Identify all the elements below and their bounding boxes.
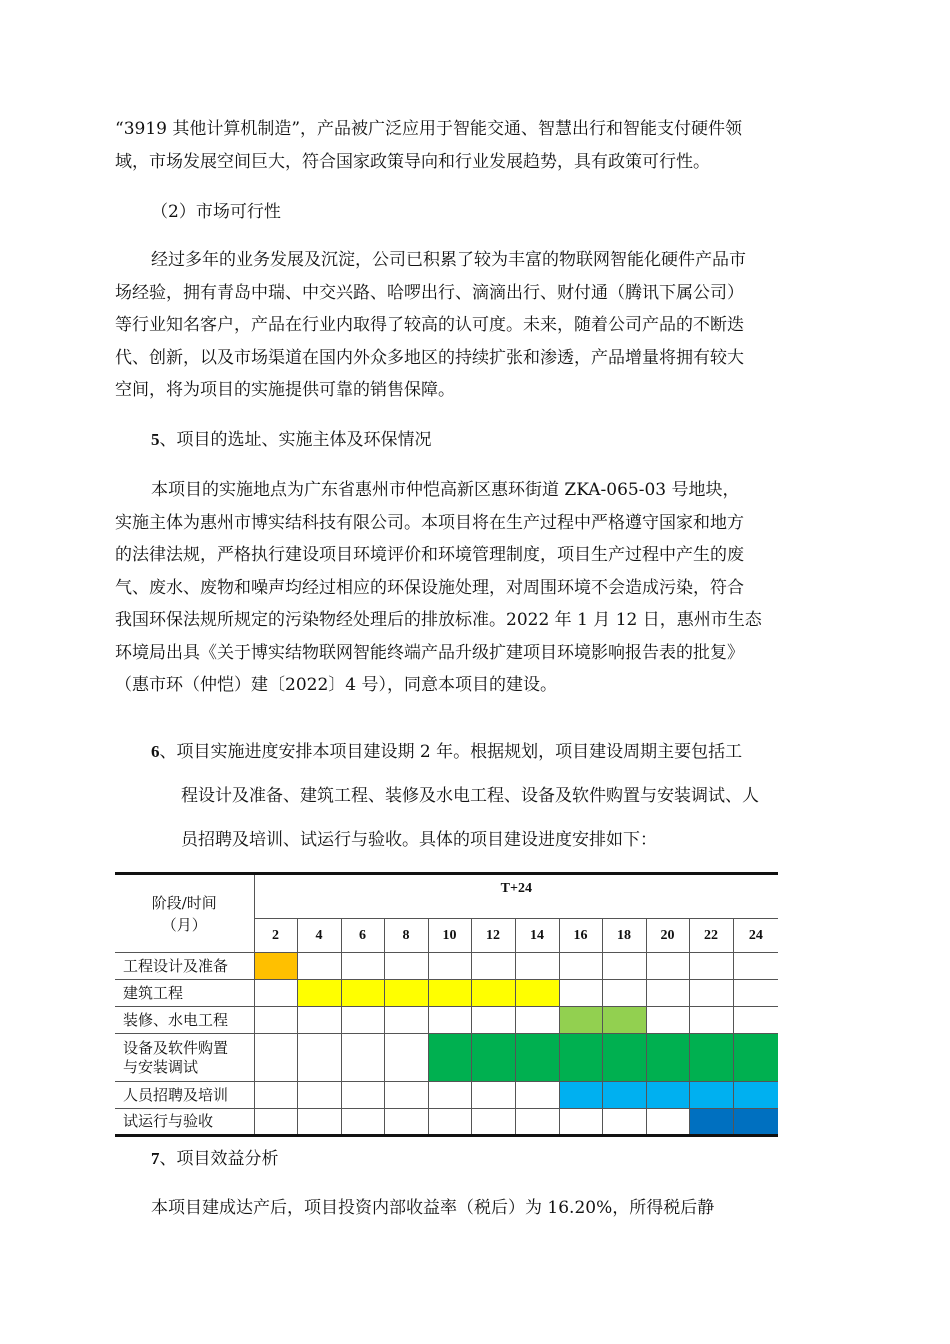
empty-cell bbox=[471, 1007, 515, 1034]
empty-cell bbox=[515, 1007, 559, 1034]
empty-cell bbox=[428, 1082, 471, 1109]
text-line: 经过多年的业务发展及沉淀，公司已积累了较为丰富的物联网智能化硬件产品市 bbox=[151, 250, 746, 270]
text-line: 等行业知名客户，产品在行业内取得了较高的认可度。未来，随着公司产品的不断迭 bbox=[115, 315, 744, 335]
corner-unit: （月） bbox=[161, 915, 207, 934]
schedule-row bbox=[115, 980, 778, 1007]
empty-cell bbox=[384, 1034, 428, 1082]
empty-cell bbox=[428, 1007, 471, 1034]
heading-market-feasibility bbox=[115, 196, 835, 229]
empty-cell bbox=[297, 1007, 341, 1034]
schedule-table bbox=[115, 872, 778, 1137]
text-line: 员招聘及培训、试运行与验收。具体的项目建设进度安排如下： bbox=[181, 830, 657, 850]
empty-cell bbox=[602, 1109, 646, 1136]
paragraph-policy bbox=[115, 113, 835, 178]
empty-cell bbox=[689, 1007, 733, 1034]
heading-text: 、项目的选址、实施主体及环保情况 bbox=[159, 430, 432, 450]
gantt-bar-cell bbox=[733, 1034, 778, 1082]
text-line: 的法律法规，严格执行建设项目环境评价和环境管理制度，项目生产过程中产生的废 bbox=[115, 545, 744, 565]
gantt-bar-cell bbox=[646, 1082, 689, 1109]
empty-cell bbox=[646, 980, 689, 1007]
gantt-bar-cell bbox=[559, 1082, 602, 1109]
month-header: 24 bbox=[733, 919, 778, 953]
corner-label: 阶段/时间 bbox=[151, 893, 217, 912]
empty-cell bbox=[471, 953, 515, 980]
empty-cell bbox=[254, 1082, 297, 1109]
gantt-bar-cell bbox=[471, 980, 515, 1007]
stage-label-text: 与安装调试 bbox=[123, 1057, 199, 1076]
month-header: 6 bbox=[341, 919, 384, 953]
section-number: 5 bbox=[151, 430, 160, 449]
text-line: 域，市场发展空间巨大，符合国家政策导向和行业发展趋势，具有政策可行性。 bbox=[115, 151, 710, 172]
empty-cell bbox=[689, 953, 733, 980]
text-line: 环境局出具《关于博实结物联网智能终端产品升级扩建项目环境影响报告表的批复》 bbox=[115, 642, 744, 663]
table-corner-header bbox=[115, 874, 254, 953]
empty-cell bbox=[733, 1007, 778, 1034]
text-line: 程设计及准备、建筑工程、装修及水电工程、设备及软件购置与安装调试、人 bbox=[181, 786, 759, 806]
empty-cell bbox=[602, 953, 646, 980]
empty-cell bbox=[428, 953, 471, 980]
empty-cell bbox=[384, 1007, 428, 1034]
empty-cell bbox=[341, 1034, 384, 1082]
schedule-row bbox=[115, 953, 778, 980]
empty-cell bbox=[733, 953, 778, 980]
schedule-row bbox=[115, 1109, 778, 1136]
empty-cell bbox=[515, 1082, 559, 1109]
gantt-bar-cell bbox=[733, 1082, 778, 1109]
stage-label-text: 工程设计及准备 bbox=[123, 956, 229, 975]
gantt-bar-cell bbox=[515, 1034, 559, 1082]
text-line: 我国环保法规所规定的污染物经处理后的排放标准。2022 年 1 月 12 日，惠州市生态 bbox=[115, 610, 762, 630]
empty-cell bbox=[254, 980, 297, 1007]
month-header: 18 bbox=[602, 919, 646, 953]
text-line: （惠市环（仲恺）建〔2022〕4 号），同意本项目的建设。 bbox=[115, 675, 557, 695]
paragraph-benefit bbox=[115, 1192, 835, 1225]
empty-cell bbox=[602, 980, 646, 1007]
empty-cell bbox=[515, 953, 559, 980]
gantt-bar-cell bbox=[341, 980, 384, 1007]
gantt-bar-cell bbox=[646, 1034, 689, 1082]
period-title: T+24 bbox=[254, 874, 778, 919]
gantt-bar-cell bbox=[689, 1109, 733, 1136]
empty-cell bbox=[733, 980, 778, 1007]
empty-cell bbox=[471, 1082, 515, 1109]
empty-cell bbox=[341, 1109, 384, 1136]
paragraph-schedule-intro bbox=[115, 730, 840, 862]
stage-label bbox=[115, 980, 254, 1007]
text-line: “3919 其他计算机制造”，产品被广泛应用于智能交通、智慧出行和智能支付硬件领 bbox=[115, 119, 743, 139]
empty-cell bbox=[384, 953, 428, 980]
month-header: 8 bbox=[384, 919, 428, 953]
gantt-bar-cell bbox=[689, 1082, 733, 1109]
gantt-bar-cell bbox=[689, 1034, 733, 1082]
stage-label bbox=[115, 953, 254, 980]
empty-cell bbox=[254, 1109, 297, 1136]
schedule-row bbox=[115, 1082, 778, 1109]
gantt-bar-cell bbox=[733, 1109, 778, 1136]
text-line: 本项目建成达产后，项目投资内部收益率（税后）为 16.20%，所得税后静 bbox=[151, 1198, 715, 1218]
text-line: 本项目的实施地点为广东省惠州市仲恺高新区惠环街道 ZKA-065-03 号地块， bbox=[151, 480, 740, 500]
empty-cell bbox=[646, 953, 689, 980]
heading-text: 、项目效益分析 bbox=[159, 1149, 279, 1169]
stage-label-text: 试运行与验收 bbox=[123, 1112, 214, 1130]
gantt-bar-cell bbox=[428, 1034, 471, 1082]
text-line: 空间，将为项目的实施提供可靠的销售保障。 bbox=[115, 380, 455, 400]
schedule-row bbox=[115, 1034, 778, 1082]
month-header: 12 bbox=[471, 919, 515, 953]
gantt-bar-cell bbox=[297, 980, 341, 1007]
gantt-bar-cell bbox=[254, 953, 297, 980]
month-header: 20 bbox=[646, 919, 689, 953]
empty-cell bbox=[471, 1109, 515, 1136]
gantt-bar-cell bbox=[602, 1034, 646, 1082]
text-line: 气、废水、废物和噪声均经过相应的环保设施处理，对周围环境不会造成污染，符合 bbox=[115, 577, 744, 598]
heading-text: （2）市场可行性 bbox=[151, 202, 281, 222]
heading-section-7 bbox=[115, 1143, 835, 1176]
stage-label-text: 设备及软件购置 bbox=[123, 1038, 229, 1057]
month-header: 22 bbox=[689, 919, 733, 953]
month-header: 14 bbox=[515, 919, 559, 953]
month-header: 4 bbox=[297, 919, 341, 953]
schedule-row bbox=[115, 1007, 778, 1034]
paragraph-market bbox=[115, 244, 835, 407]
gantt-bar-cell bbox=[602, 1007, 646, 1034]
gantt-bar-cell bbox=[559, 1034, 602, 1082]
empty-cell bbox=[297, 953, 341, 980]
empty-cell bbox=[646, 1007, 689, 1034]
text-line: 实施主体为惠州市博实结科技有限公司。本项目将在生产过程中严格遵守国家和地方 bbox=[115, 512, 744, 533]
gantt-bar-cell bbox=[384, 980, 428, 1007]
section-number: 7 bbox=[151, 1149, 160, 1168]
month-header: 10 bbox=[428, 919, 471, 953]
empty-cell bbox=[254, 1007, 297, 1034]
empty-cell bbox=[384, 1109, 428, 1136]
heading-text: 、项目实施进度安排本项目建设期 2 年。根据规划，项目建设周期主要包括工 bbox=[159, 742, 743, 762]
empty-cell bbox=[515, 1109, 559, 1136]
empty-cell bbox=[689, 980, 733, 1007]
empty-cell bbox=[646, 1109, 689, 1136]
paragraph-site bbox=[115, 474, 835, 702]
empty-cell bbox=[341, 1082, 384, 1109]
empty-cell bbox=[341, 953, 384, 980]
heading-section-5 bbox=[115, 424, 835, 457]
stage-label-text: 人员招聘及培训 bbox=[123, 1085, 229, 1104]
empty-cell bbox=[559, 953, 602, 980]
empty-cell bbox=[341, 1007, 384, 1034]
stage-label bbox=[115, 1082, 254, 1109]
text-line: 场经验，拥有青岛中瑞、中交兴路、哈啰出行、滴滴出行、财付通（腾讯下属公司） bbox=[115, 282, 744, 303]
empty-cell bbox=[428, 1109, 471, 1136]
gantt-bar-cell bbox=[515, 980, 559, 1007]
empty-cell bbox=[384, 1082, 428, 1109]
stage-label bbox=[115, 1007, 254, 1034]
gantt-bar-cell bbox=[602, 1082, 646, 1109]
gantt-bar-cell bbox=[559, 1007, 602, 1034]
empty-cell bbox=[559, 980, 602, 1007]
stage-label-text: 建筑工程 bbox=[123, 983, 184, 1002]
gantt-bar-cell bbox=[428, 980, 471, 1007]
empty-cell bbox=[297, 1082, 341, 1109]
empty-cell bbox=[297, 1034, 341, 1082]
stage-label-text: 装修、水电工程 bbox=[123, 1010, 229, 1029]
stage-label bbox=[115, 1109, 254, 1136]
text-line: 代、创新，以及市场渠道在国内外众多地区的持续扩张和渗透，产品增量将拥有较大 bbox=[115, 347, 744, 368]
empty-cell bbox=[559, 1109, 602, 1136]
month-header: 16 bbox=[559, 919, 602, 953]
empty-cell bbox=[297, 1109, 341, 1136]
empty-cell bbox=[254, 1034, 297, 1082]
gantt-bar-cell bbox=[471, 1034, 515, 1082]
section-number: 6 bbox=[151, 742, 160, 761]
stage-label bbox=[115, 1034, 254, 1082]
month-header: 2 bbox=[254, 919, 297, 953]
